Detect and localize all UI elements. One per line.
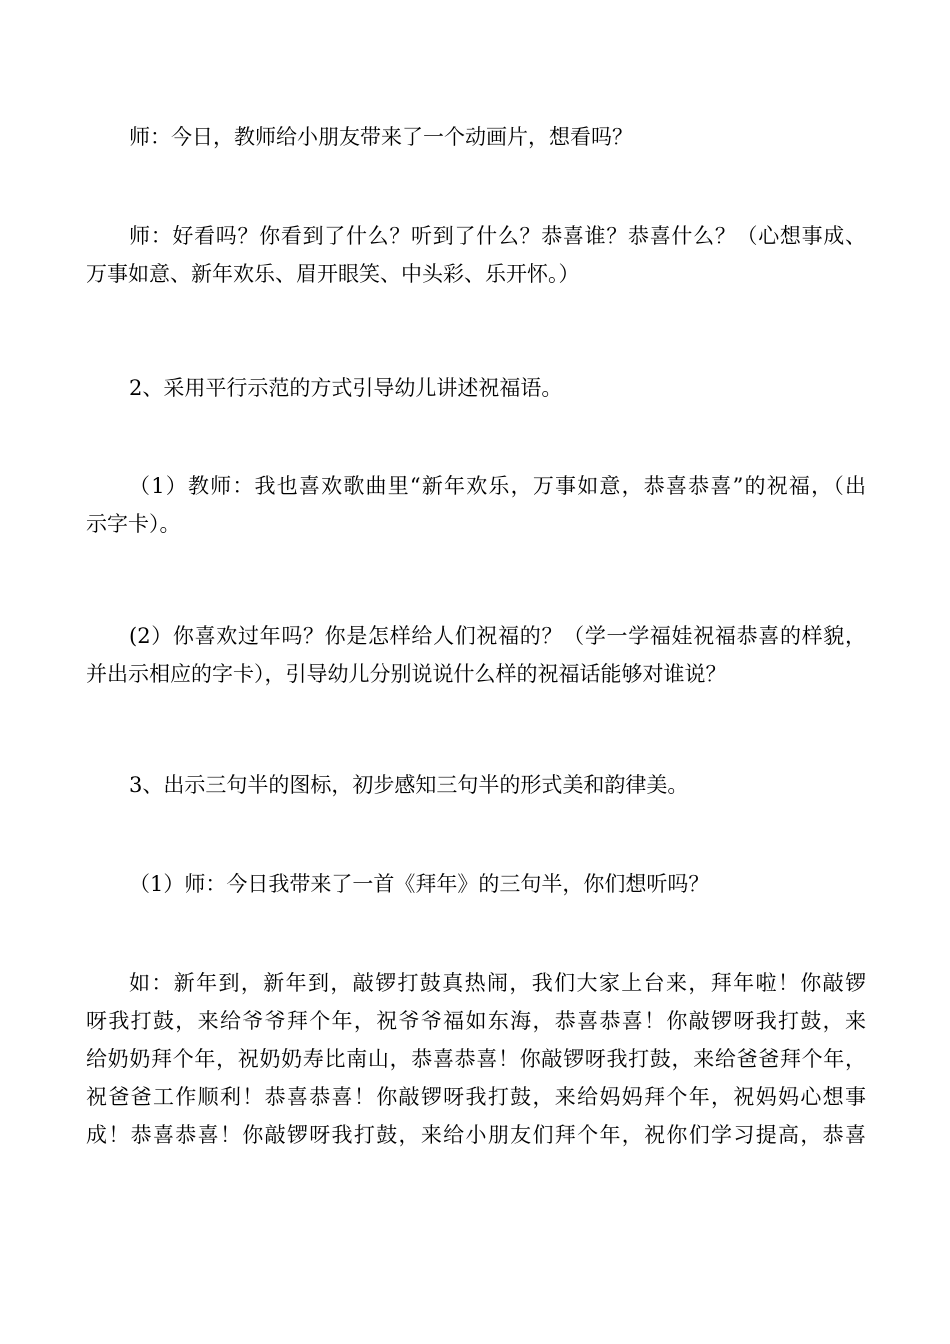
paragraph-item-1b	[86, 865, 866, 903]
paragraph-item-1	[86, 467, 866, 543]
text-line: 3、出示三句半的图标，初步感知三句半的形式美和韵律美。	[129, 773, 689, 797]
section-heading-3	[86, 766, 866, 804]
text-line: （1）教师：我也喜欢歌曲里“新年欢乐，万事如意，恭喜恭喜”的祝福，（出	[129, 474, 866, 498]
text-line: 师：好看吗？你看到了什么？听到了什么？恭喜谁？恭喜什么？（心想事成、	[129, 224, 866, 248]
text-line: 师：今日，教师给小朋友带来了一个动画片，想看吗？	[129, 125, 633, 149]
paragraph-item-2	[86, 617, 866, 693]
text-line: 如：新年到，新年到，敲锣打鼓真热闹，我们大家上台来，拜年啦！你敲锣	[129, 971, 866, 995]
text-line: 并出示相应的字卡），引导幼儿分别说说什么样的祝福话能够对谁说？	[86, 662, 727, 686]
section-heading-2	[86, 369, 866, 407]
text-line: 万事如意、新年欢乐、眉开眼笑、中头彩、乐开怀。）	[86, 262, 580, 286]
paragraph-teacher-questions	[86, 217, 866, 293]
text-line: （1）师：今日我带来了一首《拜年》的三句半，你们想听吗？	[129, 872, 710, 896]
paragraph-teacher-intro	[86, 118, 866, 156]
text-line: (2）你喜欢过年吗？你是怎样给人们祝福的？（学一学福娃祝福恭喜的样貌，	[129, 624, 866, 648]
text-line: 成！恭喜恭喜！你敲锣呀我打鼓，来给小朋友们拜个年，祝你们学习提高，恭喜	[86, 1123, 866, 1147]
paragraph-poem-example	[86, 964, 866, 1154]
text-line: 给奶奶拜个年，祝奶奶寿比南山，恭喜恭喜！你敲锣呀我打鼓，来给爸爸拜个年，	[86, 1047, 866, 1071]
text-line: 示字卡）。	[86, 512, 181, 536]
text-line: 呀我打鼓，来给爷爷拜个年，祝爷爷福如东海，恭喜恭喜！你敲锣呀我打鼓，来	[86, 1009, 866, 1033]
text-line: 祝爸爸工作顺利！恭喜恭喜！你敲锣呀我打鼓，来给妈妈拜个年，祝妈妈心想事	[86, 1085, 866, 1109]
text-line: 2、采用平行示范的方式引导幼儿讲述祝福语。	[129, 376, 563, 400]
